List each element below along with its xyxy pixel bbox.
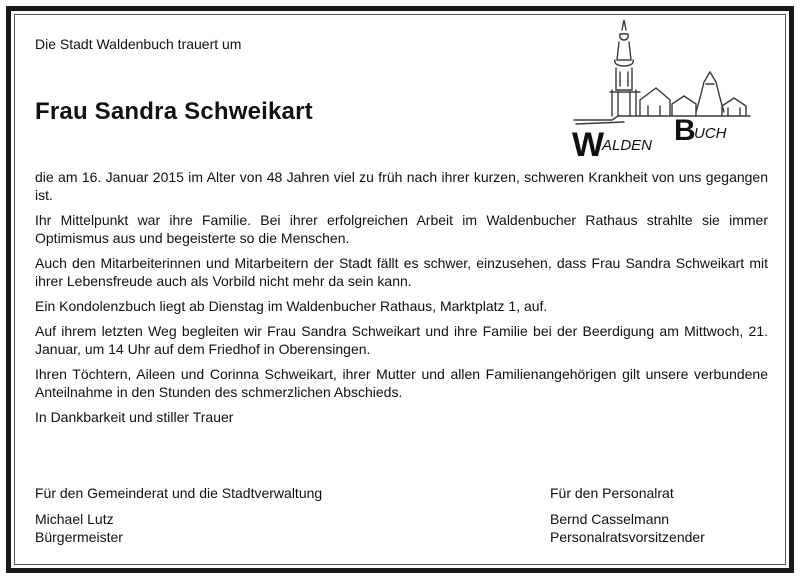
signature-council — [35, 484, 322, 546]
logo-letter-w: W — [572, 126, 605, 164]
paragraph-death-notice: die am 16. Januar 2015 im Alter von 48 Jahren viel zu früh nach ihrer kurzen, schweren Krankheit von uns gegangen ist. — [35, 169, 768, 203]
paragraph-closing: In Dankbarkeit und stiller Trauer — [35, 409, 234, 425]
signature-staff-title: Personalratsvorsitzender — [550, 529, 705, 545]
notice-body — [35, 168, 768, 433]
signature-staff-council — [550, 484, 705, 546]
logo-wordmark — [572, 114, 727, 164]
paragraph-sympathy: Ihren Töchtern, Aileen und Corinna Schweikart, ihrer Mutter und allen Familienangehörigen gilt unsere verbundene Anteilnahme in den Stunden des schmerzlichen Abschieds. — [35, 366, 768, 400]
paragraph-colleagues: Auch den Mitarbeiterinnen und Mitarbeitern der Stadt fällt es schwer, einzusehen, dass Frau Sandra Schweikart mit ihrer Lebensfreude auch als Vorbild nicht mehr da sein kann. — [35, 255, 768, 289]
signature-council-heading: Für den Gemeinderat und die Stadtverwaltung — [35, 485, 323, 501]
signature-council-name: Michael Lutz — [35, 511, 114, 527]
logo-letters-uch: UCH — [694, 125, 727, 142]
logo-skyline-sketch — [574, 20, 750, 124]
intro-line: Die Stadt Waldenbuch trauert um — [35, 36, 242, 52]
waldenbuch-logo — [560, 12, 765, 167]
paragraph-family: Ihr Mittelpunkt war ihre Familie. Bei ihrer erfolgreichen Arbeit im Waldenbucher Rathaus strahlte sie immer Optimismus aus und begeisterte so die Menschen. — [35, 212, 768, 246]
deceased-name: Frau Sandra Schweikart — [35, 98, 313, 125]
paragraph-condolence-book: Ein Kondolenzbuch liegt ab Dienstag im Waldenbucher Rathaus, Marktplatz 1, auf. — [35, 298, 548, 314]
logo-letters-alden: ALDEN — [602, 137, 653, 154]
signature-council-title: Bürgermeister — [35, 529, 123, 545]
paragraph-funeral: Auf ihrem letzten Weg begleiten wir Frau Sandra Schweikart und ihre Familie bei der Beerdigung am Mittwoch, 21. Januar, um 14 Uhr auf dem Friedhof in Oberensingen. — [35, 323, 768, 357]
logo-letter-b: B — [674, 114, 696, 147]
signature-staff-heading: Für den Personalrat — [550, 485, 674, 501]
signature-staff-name: Bernd Casselmann — [550, 511, 670, 527]
